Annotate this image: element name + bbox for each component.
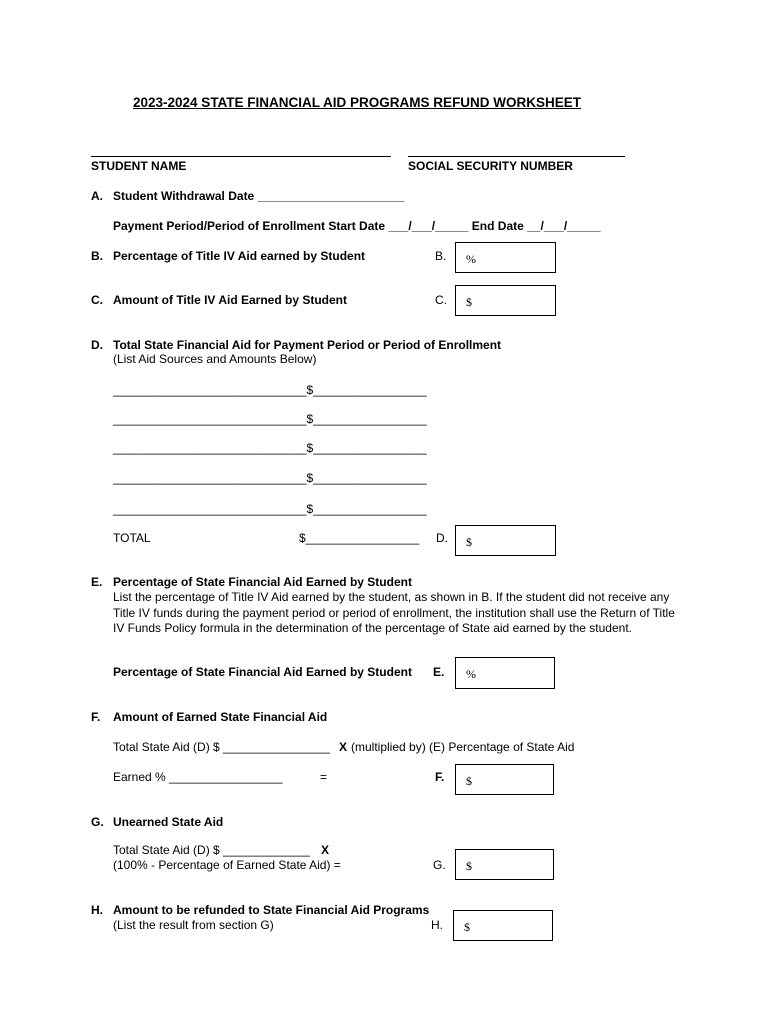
section-e-letter: E.	[91, 575, 103, 589]
aid-source-row[interactable]: _____________________________$_________________	[113, 441, 427, 455]
box-c-input[interactable]	[455, 285, 556, 316]
section-d-letter: D.	[91, 338, 103, 352]
aid-source-row[interactable]: _____________________________$_________________	[113, 412, 427, 426]
dollar-sign: $	[464, 920, 470, 934]
equals-sign: =	[320, 770, 328, 784]
dollar-sign: $	[466, 295, 472, 309]
section-e-line-label: Percentage of State Financial Aid Earned by Student	[113, 665, 412, 679]
section-g-letter: G.	[91, 815, 104, 829]
section-h-letter: H.	[91, 903, 103, 917]
g-percentage-text: (100% - Percentage of Earned State Aid) =	[113, 858, 341, 872]
section-e-label: Percentage of State Financial Aid Earned by Student	[113, 575, 412, 589]
box-d-input[interactable]	[455, 525, 556, 556]
section-d-sublabel: (List Aid Sources and Amounts Below)	[113, 352, 317, 366]
section-b-letter: B.	[91, 249, 103, 263]
multiply-x: X	[339, 740, 348, 754]
section-c-label: Amount of Title IV Aid Earned by Student	[113, 293, 348, 307]
dollar-sign: $	[466, 535, 472, 549]
box-b-letter: B.	[435, 249, 447, 263]
section-d-label: Total State Financial Aid for Payment Period or Period of Enrollment	[113, 338, 502, 352]
aid-source-row[interactable]: _____________________________$_________________	[113, 502, 427, 516]
ssn-line[interactable]	[408, 156, 625, 157]
g-multiply-x: X	[321, 843, 330, 857]
box-c-letter: C.	[435, 293, 447, 307]
box-e-letter: E.	[433, 665, 445, 679]
dollar-sign: $	[466, 774, 472, 788]
box-f-input[interactable]	[455, 764, 554, 795]
section-f-letter: F.	[91, 710, 101, 724]
box-h-letter: H.	[431, 918, 443, 932]
g-total-state-aid-field[interactable]: Total State Aid (D) $ _____________	[113, 843, 310, 857]
section-h-label: Amount to be refunded to State Financial Aid Programs	[113, 903, 430, 917]
section-c-letter: C.	[91, 293, 103, 307]
aid-source-row[interactable]: _____________________________$_________________	[113, 383, 427, 397]
box-e-input[interactable]	[455, 657, 555, 689]
enrollment-period-field[interactable]: Payment Period/Period of Enrollment Start Date ___/___/_____ End Date __/___/_____	[113, 219, 601, 233]
total-state-aid-field[interactable]: Total State Aid (D) $ ________________	[113, 740, 330, 754]
section-a-letter: A.	[91, 189, 103, 203]
ssn-label: SOCIAL SECURITY NUMBER	[408, 159, 573, 173]
total-line[interactable]: $_________________	[299, 531, 420, 545]
section-f-label: Amount of Earned State Financial Aid	[113, 710, 328, 724]
section-h-sublabel: (List the result from section G)	[113, 918, 274, 932]
withdrawal-date-field[interactable]: Student Withdrawal Date ______________________	[113, 189, 405, 203]
box-g-input[interactable]	[455, 849, 554, 880]
box-h-input[interactable]	[453, 910, 553, 941]
percent-sign: %	[466, 252, 476, 266]
page-title: 2023-2024 STATE FINANCIAL AID PROGRAMS REFUND WORKSHEET	[133, 95, 582, 110]
box-f-letter: F.	[435, 770, 445, 784]
section-b-label: Percentage of Title IV Aid earned by Student	[113, 249, 366, 263]
student-name-label: STUDENT NAME	[91, 159, 187, 173]
box-d-letter: D.	[436, 531, 448, 545]
total-label: TOTAL	[113, 531, 151, 545]
dollar-sign: $	[466, 859, 472, 873]
box-g-letter: G.	[433, 858, 446, 872]
section-e-description: List the percentage of Title IV Aid earned by the student, as shown in B. If the student did not receive any Title IV funds during the payment period or period of enrollment, the institution shall use the Return of Title IV Funds Policy formula in the determination of the percentage of State aid earned by the student.	[113, 590, 675, 635]
box-b-input[interactable]	[455, 242, 556, 273]
student-name-line[interactable]	[91, 156, 391, 157]
aid-source-row[interactable]: _____________________________$_________________	[113, 471, 427, 485]
earned-percent-field[interactable]: Earned % _________________	[113, 770, 283, 784]
percent-sign: %	[466, 667, 476, 681]
multiplied-by-text: (multiplied by) (E) Percentage of State Aid	[351, 740, 575, 754]
section-g-label: Unearned State Aid	[113, 815, 224, 829]
